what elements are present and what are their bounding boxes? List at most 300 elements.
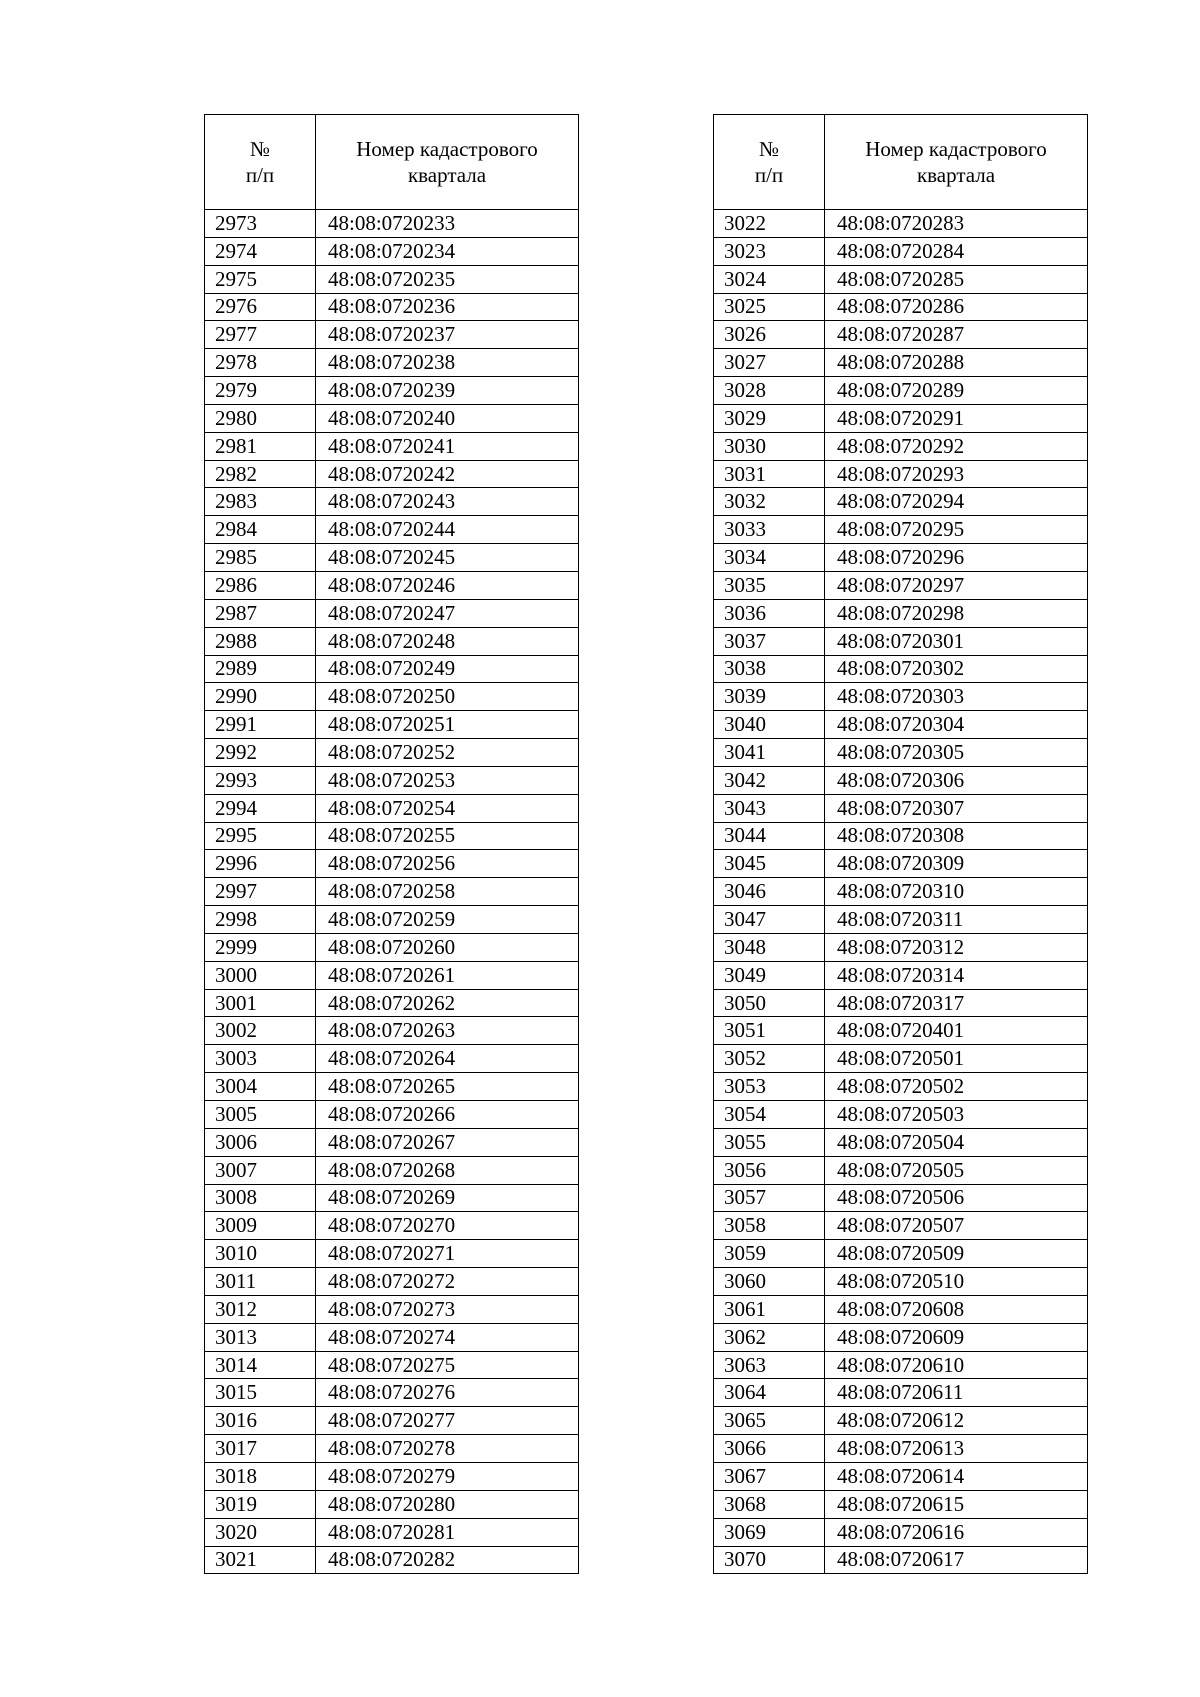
table-row — [205, 321, 579, 349]
row-number: 3019 — [205, 1490, 316, 1518]
row-number: 3053 — [714, 1073, 825, 1101]
table-row — [714, 1240, 1088, 1268]
cadastral-quarter-number: 48:08:0720265 — [316, 1073, 579, 1101]
cadastral-quarter-number: 48:08:0720281 — [316, 1518, 579, 1546]
table-row — [714, 1546, 1088, 1574]
row-number: 3047 — [714, 906, 825, 934]
table-body-left — [205, 210, 579, 1574]
cadastral-quarter-number: 48:08:0720234 — [316, 237, 579, 265]
table-row — [205, 1323, 579, 1351]
table-row — [205, 933, 579, 961]
row-number: 2985 — [205, 544, 316, 572]
row-number: 3048 — [714, 933, 825, 961]
cadastral-quarter-number: 48:08:0720613 — [825, 1435, 1088, 1463]
table-row — [714, 460, 1088, 488]
cadastral-quarter-number: 48:08:0720608 — [825, 1295, 1088, 1323]
table-row — [205, 683, 579, 711]
table-row — [714, 377, 1088, 405]
row-number: 3034 — [714, 544, 825, 572]
cadastral-quarter-number: 48:08:0720314 — [825, 961, 1088, 989]
row-number: 3027 — [714, 349, 825, 377]
cadastral-quarter-number: 48:08:0720614 — [825, 1462, 1088, 1490]
cadastral-quarter-number: 48:08:0720312 — [825, 933, 1088, 961]
row-number: 3029 — [714, 404, 825, 432]
row-number: 2984 — [205, 516, 316, 544]
row-number: 3028 — [714, 377, 825, 405]
row-number: 3030 — [714, 432, 825, 460]
cadastral-quarter-number: 48:08:0720271 — [316, 1240, 579, 1268]
header-code-line1: Номер кадастрового — [865, 137, 1047, 161]
table-row — [205, 878, 579, 906]
cadastral-quarter-number: 48:08:0720610 — [825, 1351, 1088, 1379]
cadastral-quarter-number: 48:08:0720286 — [825, 293, 1088, 321]
row-number: 3010 — [205, 1240, 316, 1268]
cadastral-quarter-number: 48:08:0720288 — [825, 349, 1088, 377]
cadastral-quarter-number: 48:08:0720307 — [825, 794, 1088, 822]
row-number: 3035 — [714, 571, 825, 599]
cadastral-quarter-number: 48:08:0720264 — [316, 1045, 579, 1073]
cadastral-quarter-number: 48:08:0720283 — [825, 210, 1088, 238]
table-row — [714, 516, 1088, 544]
cadastral-quarter-number: 48:08:0720235 — [316, 265, 579, 293]
table-row — [205, 1240, 579, 1268]
table-row — [714, 599, 1088, 627]
cadastral-quarter-number: 48:08:0720298 — [825, 599, 1088, 627]
table-header-row — [714, 115, 1088, 210]
cadastral-table-left — [204, 114, 579, 1574]
cadastral-quarter-number: 48:08:0720254 — [316, 794, 579, 822]
row-number: 3016 — [205, 1407, 316, 1435]
row-number: 3017 — [205, 1435, 316, 1463]
table-row — [205, 293, 579, 321]
row-number: 2979 — [205, 377, 316, 405]
row-number: 3051 — [714, 1017, 825, 1045]
cadastral-quarter-number: 48:08:0720317 — [825, 989, 1088, 1017]
table-row — [205, 210, 579, 238]
cadastral-quarter-number: 48:08:0720270 — [316, 1212, 579, 1240]
cadastral-quarter-number: 48:08:0720261 — [316, 961, 579, 989]
table-row — [205, 794, 579, 822]
cadastral-quarter-number: 48:08:0720268 — [316, 1156, 579, 1184]
cadastral-quarter-number: 48:08:0720276 — [316, 1379, 579, 1407]
row-number: 3008 — [205, 1184, 316, 1212]
row-number: 3057 — [714, 1184, 825, 1212]
header-number-line2: п/п — [245, 163, 275, 187]
cadastral-quarter-number: 48:08:0720272 — [316, 1268, 579, 1296]
cadastral-quarter-number: 48:08:0720401 — [825, 1017, 1088, 1045]
table-row — [714, 1268, 1088, 1296]
cadastral-quarter-number: 48:08:0720615 — [825, 1490, 1088, 1518]
table-row — [714, 1045, 1088, 1073]
cadastral-quarter-number: 48:08:0720236 — [316, 293, 579, 321]
row-number: 3022 — [714, 210, 825, 238]
cadastral-quarter-number: 48:08:0720248 — [316, 627, 579, 655]
cadastral-quarter-number: 48:08:0720616 — [825, 1518, 1088, 1546]
table-row — [714, 961, 1088, 989]
table-row — [714, 237, 1088, 265]
row-number: 2977 — [205, 321, 316, 349]
table-row — [205, 349, 579, 377]
cadastral-quarter-number: 48:08:0720269 — [316, 1184, 579, 1212]
cadastral-quarter-number: 48:08:0720266 — [316, 1101, 579, 1129]
row-number: 2974 — [205, 237, 316, 265]
table-row — [714, 544, 1088, 572]
row-number: 3042 — [714, 766, 825, 794]
table-row — [714, 878, 1088, 906]
table-row — [205, 627, 579, 655]
row-number: 3025 — [714, 293, 825, 321]
cadastral-quarter-number: 48:08:0720249 — [316, 655, 579, 683]
row-number: 3062 — [714, 1323, 825, 1351]
row-number: 3059 — [714, 1240, 825, 1268]
row-number: 3037 — [714, 627, 825, 655]
header-code-line2: квартала — [407, 163, 487, 187]
cadastral-quarter-number: 48:08:0720292 — [825, 432, 1088, 460]
row-number: 3036 — [714, 599, 825, 627]
row-number: 3063 — [714, 1351, 825, 1379]
table-row — [205, 237, 579, 265]
table-row — [714, 906, 1088, 934]
table-row — [205, 822, 579, 850]
row-number: 3020 — [205, 1518, 316, 1546]
cadastral-quarter-number: 48:08:0720255 — [316, 822, 579, 850]
table-row — [205, 711, 579, 739]
row-number: 3038 — [714, 655, 825, 683]
row-number: 3012 — [205, 1295, 316, 1323]
row-number: 2995 — [205, 822, 316, 850]
cadastral-quarter-number: 48:08:0720301 — [825, 627, 1088, 655]
header-cadastral-number — [825, 115, 1088, 210]
table-row — [205, 1295, 579, 1323]
row-number: 3045 — [714, 850, 825, 878]
table-row — [714, 711, 1088, 739]
table-row — [205, 1462, 579, 1490]
header-number — [205, 115, 316, 210]
cadastral-quarter-number: 48:08:0720244 — [316, 516, 579, 544]
table-row — [205, 766, 579, 794]
row-number: 2989 — [205, 655, 316, 683]
cadastral-quarter-number: 48:08:0720510 — [825, 1268, 1088, 1296]
header-code-line1: Номер кадастрового — [356, 137, 538, 161]
row-number: 2976 — [205, 293, 316, 321]
row-number: 3018 — [205, 1462, 316, 1490]
row-number: 3023 — [714, 237, 825, 265]
cadastral-table-right — [713, 114, 1088, 1574]
row-number: 3060 — [714, 1268, 825, 1296]
row-number: 3014 — [205, 1351, 316, 1379]
table-row — [205, 377, 579, 405]
row-number: 3065 — [714, 1407, 825, 1435]
cadastral-quarter-number: 48:08:0720245 — [316, 544, 579, 572]
cadastral-quarter-number: 48:08:0720253 — [316, 766, 579, 794]
table-row — [714, 210, 1088, 238]
cadastral-quarter-number: 48:08:0720294 — [825, 488, 1088, 516]
cadastral-quarter-number: 48:08:0720289 — [825, 377, 1088, 405]
row-number: 3006 — [205, 1128, 316, 1156]
row-number: 2999 — [205, 933, 316, 961]
row-number: 3056 — [714, 1156, 825, 1184]
table-row — [205, 1407, 579, 1435]
table-row — [714, 822, 1088, 850]
table-row — [714, 1073, 1088, 1101]
header-number-line2: п/п — [754, 163, 784, 187]
row-number: 2992 — [205, 739, 316, 767]
row-number: 2973 — [205, 210, 316, 238]
row-number: 3049 — [714, 961, 825, 989]
table-row — [205, 1268, 579, 1296]
table-row — [205, 1045, 579, 1073]
table-row — [714, 627, 1088, 655]
cadastral-quarter-number: 48:08:0720509 — [825, 1240, 1088, 1268]
table-row — [205, 989, 579, 1017]
table-row — [205, 265, 579, 293]
cadastral-quarter-number: 48:08:0720258 — [316, 878, 579, 906]
row-number: 3052 — [714, 1045, 825, 1073]
table-row — [205, 1073, 579, 1101]
table-row — [714, 1379, 1088, 1407]
table-row — [714, 1490, 1088, 1518]
cadastral-quarter-number: 48:08:0720501 — [825, 1045, 1088, 1073]
table-row — [205, 1156, 579, 1184]
row-number: 3064 — [714, 1379, 825, 1407]
cadastral-quarter-number: 48:08:0720279 — [316, 1462, 579, 1490]
table-row — [205, 906, 579, 934]
cadastral-quarter-number: 48:08:0720296 — [825, 544, 1088, 572]
cadastral-quarter-number: 48:08:0720246 — [316, 571, 579, 599]
cadastral-quarter-number: 48:08:0720251 — [316, 711, 579, 739]
cadastral-quarter-number: 48:08:0720250 — [316, 683, 579, 711]
row-number: 3050 — [714, 989, 825, 1017]
row-number: 2993 — [205, 766, 316, 794]
row-number: 3024 — [714, 265, 825, 293]
header-number-line1: № — [249, 137, 271, 161]
cadastral-quarter-number: 48:08:0720278 — [316, 1435, 579, 1463]
cadastral-quarter-number: 48:08:0720305 — [825, 739, 1088, 767]
table-row — [205, 1184, 579, 1212]
cadastral-quarter-number: 48:08:0720284 — [825, 237, 1088, 265]
cadastral-quarter-number: 48:08:0720277 — [316, 1407, 579, 1435]
cadastral-quarter-number: 48:08:0720285 — [825, 265, 1088, 293]
row-number: 3007 — [205, 1156, 316, 1184]
cadastral-quarter-number: 48:08:0720502 — [825, 1073, 1088, 1101]
table-row — [714, 488, 1088, 516]
cadastral-quarter-number: 48:08:0720242 — [316, 460, 579, 488]
row-number: 3005 — [205, 1101, 316, 1129]
row-number: 3004 — [205, 1073, 316, 1101]
row-number: 3069 — [714, 1518, 825, 1546]
row-number: 3044 — [714, 822, 825, 850]
cadastral-quarter-number: 48:08:0720247 — [316, 599, 579, 627]
cadastral-quarter-number: 48:08:0720273 — [316, 1295, 579, 1323]
cadastral-quarter-number: 48:08:0720293 — [825, 460, 1088, 488]
cadastral-quarter-number: 48:08:0720617 — [825, 1546, 1088, 1574]
table-row — [205, 599, 579, 627]
table-row — [714, 349, 1088, 377]
row-number: 3066 — [714, 1435, 825, 1463]
table-row — [205, 516, 579, 544]
cadastral-quarter-number: 48:08:0720611 — [825, 1379, 1088, 1407]
cadastral-quarter-number: 48:08:0720503 — [825, 1101, 1088, 1129]
table-row — [714, 794, 1088, 822]
row-number: 2987 — [205, 599, 316, 627]
table-row — [714, 1435, 1088, 1463]
table-row — [714, 321, 1088, 349]
cadastral-quarter-number: 48:08:0720609 — [825, 1323, 1088, 1351]
cadastral-quarter-number: 48:08:0720297 — [825, 571, 1088, 599]
table-row — [714, 933, 1088, 961]
row-number: 3070 — [714, 1546, 825, 1574]
row-number: 3015 — [205, 1379, 316, 1407]
row-number: 3046 — [714, 878, 825, 906]
table-row — [205, 571, 579, 599]
table-row — [714, 739, 1088, 767]
cadastral-quarter-number: 48:08:0720241 — [316, 432, 579, 460]
row-number: 3032 — [714, 488, 825, 516]
cadastral-quarter-number: 48:08:0720612 — [825, 1407, 1088, 1435]
cadastral-quarter-number: 48:08:0720303 — [825, 683, 1088, 711]
table-row — [205, 460, 579, 488]
header-number — [714, 115, 825, 210]
table-row — [714, 1017, 1088, 1045]
row-number: 3001 — [205, 989, 316, 1017]
table-row — [205, 544, 579, 572]
table-row — [205, 1351, 579, 1379]
cadastral-quarter-number: 48:08:0720309 — [825, 850, 1088, 878]
table-row — [714, 404, 1088, 432]
row-number: 2983 — [205, 488, 316, 516]
table-row — [205, 1490, 579, 1518]
row-number: 2998 — [205, 906, 316, 934]
table-row — [714, 293, 1088, 321]
cadastral-quarter-number: 48:08:0720256 — [316, 850, 579, 878]
row-number: 3058 — [714, 1212, 825, 1240]
row-number: 3031 — [714, 460, 825, 488]
table-row — [205, 404, 579, 432]
table-row — [205, 1518, 579, 1546]
row-number: 3021 — [205, 1546, 316, 1574]
cadastral-quarter-number: 48:08:0720295 — [825, 516, 1088, 544]
row-number: 3067 — [714, 1462, 825, 1490]
header-code-line2: квартала — [916, 163, 996, 187]
cadastral-quarter-number: 48:08:0720252 — [316, 739, 579, 767]
table-row — [714, 1156, 1088, 1184]
table-row — [714, 1212, 1088, 1240]
row-number: 3041 — [714, 739, 825, 767]
table-row — [714, 655, 1088, 683]
table-row — [714, 1323, 1088, 1351]
table-row — [205, 1546, 579, 1574]
table-row — [205, 1017, 579, 1045]
cadastral-quarter-number: 48:08:0720506 — [825, 1184, 1088, 1212]
table-row — [205, 1379, 579, 1407]
row-number: 3039 — [714, 683, 825, 711]
cadastral-quarter-number: 48:08:0720238 — [316, 349, 579, 377]
row-number: 3068 — [714, 1490, 825, 1518]
row-number: 3055 — [714, 1128, 825, 1156]
cadastral-quarter-number: 48:08:0720311 — [825, 906, 1088, 934]
table-row — [714, 683, 1088, 711]
cadastral-quarter-number: 48:08:0720233 — [316, 210, 579, 238]
cadastral-quarter-number: 48:08:0720243 — [316, 488, 579, 516]
cadastral-quarter-number: 48:08:0720240 — [316, 404, 579, 432]
row-number: 3000 — [205, 961, 316, 989]
cadastral-quarter-number: 48:08:0720308 — [825, 822, 1088, 850]
row-number: 2986 — [205, 571, 316, 599]
cadastral-quarter-number: 48:08:0720306 — [825, 766, 1088, 794]
table-row — [714, 432, 1088, 460]
table-row — [714, 265, 1088, 293]
row-number: 2975 — [205, 265, 316, 293]
row-number: 3011 — [205, 1268, 316, 1296]
cadastral-quarter-number: 48:08:0720259 — [316, 906, 579, 934]
table-row — [714, 1101, 1088, 1129]
cadastral-quarter-number: 48:08:0720262 — [316, 989, 579, 1017]
cadastral-quarter-number: 48:08:0720275 — [316, 1351, 579, 1379]
row-number: 2991 — [205, 711, 316, 739]
table-row — [714, 571, 1088, 599]
cadastral-quarter-number: 48:08:0720310 — [825, 878, 1088, 906]
header-cadastral-number — [316, 115, 579, 210]
cadastral-quarter-number: 48:08:0720505 — [825, 1156, 1088, 1184]
cadastral-quarter-number: 48:08:0720239 — [316, 377, 579, 405]
cadastral-quarter-number: 48:08:0720304 — [825, 711, 1088, 739]
table-header-row — [205, 115, 579, 210]
table-row — [714, 766, 1088, 794]
row-number: 2981 — [205, 432, 316, 460]
table-row — [205, 739, 579, 767]
row-number: 3061 — [714, 1295, 825, 1323]
cadastral-quarter-number: 48:08:0720302 — [825, 655, 1088, 683]
row-number: 2982 — [205, 460, 316, 488]
table-row — [205, 655, 579, 683]
table-row — [714, 1184, 1088, 1212]
row-number: 3002 — [205, 1017, 316, 1045]
row-number: 2990 — [205, 683, 316, 711]
header-number-line1: № — [758, 137, 780, 161]
cadastral-quarter-number: 48:08:0720287 — [825, 321, 1088, 349]
table-row — [205, 1212, 579, 1240]
table-row — [714, 1295, 1088, 1323]
row-number: 3054 — [714, 1101, 825, 1129]
row-number: 3043 — [714, 794, 825, 822]
table-row — [205, 850, 579, 878]
row-number: 2994 — [205, 794, 316, 822]
table-row — [205, 432, 579, 460]
row-number: 3033 — [714, 516, 825, 544]
table-row — [714, 1351, 1088, 1379]
row-number: 3040 — [714, 711, 825, 739]
cadastral-quarter-number: 48:08:0720267 — [316, 1128, 579, 1156]
table-row — [205, 1101, 579, 1129]
cadastral-quarter-number: 48:08:0720260 — [316, 933, 579, 961]
cadastral-quarter-number: 48:08:0720282 — [316, 1546, 579, 1574]
cadastral-quarter-number: 48:08:0720274 — [316, 1323, 579, 1351]
table-row — [714, 1462, 1088, 1490]
table-row — [205, 1435, 579, 1463]
table-body-right — [714, 210, 1088, 1574]
table-row — [714, 1128, 1088, 1156]
row-number: 3003 — [205, 1045, 316, 1073]
row-number: 3026 — [714, 321, 825, 349]
table-row — [714, 1407, 1088, 1435]
table-row — [205, 1128, 579, 1156]
table-row — [714, 1518, 1088, 1546]
cadastral-quarter-number: 48:08:0720507 — [825, 1212, 1088, 1240]
row-number: 2997 — [205, 878, 316, 906]
row-number: 2988 — [205, 627, 316, 655]
cadastral-quarter-number: 48:08:0720263 — [316, 1017, 579, 1045]
cadastral-quarter-number: 48:08:0720280 — [316, 1490, 579, 1518]
